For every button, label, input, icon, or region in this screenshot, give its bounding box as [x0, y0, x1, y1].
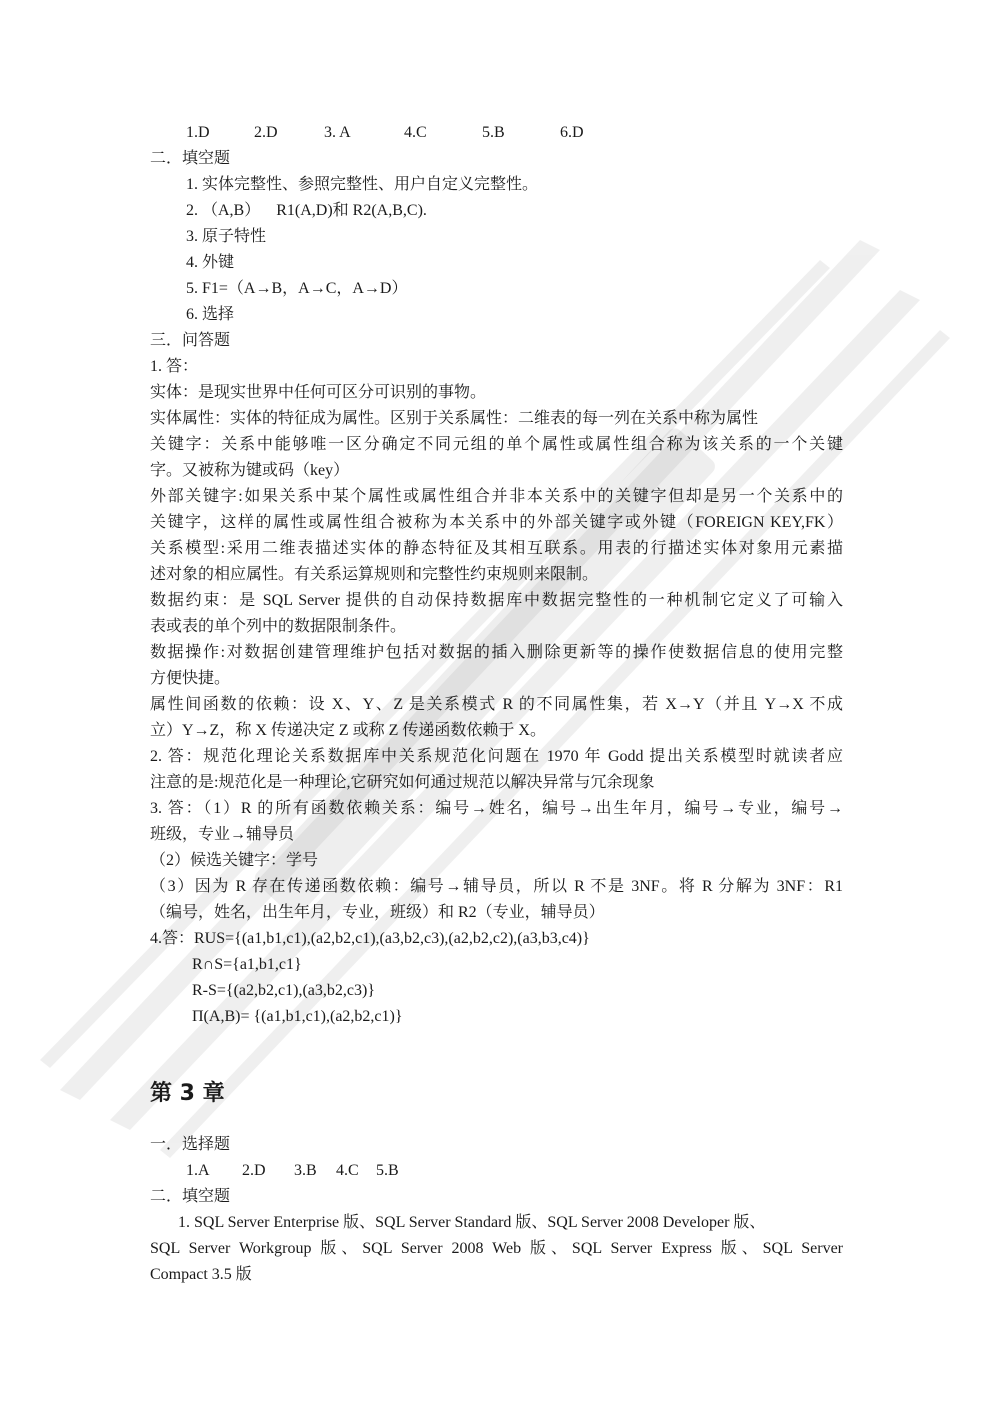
- paragraph: 关键字：关系中能够唯一区分确定不同元组的单个属性或属性组合称为该关系的一个关键: [150, 436, 843, 453]
- paragraph: 2. 答：规范化理论关系数据库中关系规范化问题在 1970 年 Godd 提出关系模型时就读者应: [150, 748, 843, 765]
- paragraph: 1. 答：: [150, 358, 199, 375]
- chapter-title: 第 3 章: [150, 1081, 225, 1106]
- fill-answer: 4. 外键: [186, 254, 235, 271]
- paragraph: 外部关键字:如果关系中某个属性或属性组合并非本关系中的关键字但却是另一个关系中的: [150, 488, 843, 505]
- answer: 3.B: [294, 1162, 317, 1179]
- paragraph: 班级，专业→辅导员: [150, 826, 295, 843]
- answer: 2.D: [254, 124, 278, 141]
- answer: 4.C: [336, 1162, 359, 1179]
- document-body: [150, 120, 843, 1288]
- fill-answer: 5. F1=（A→B，A→C，A→D）: [186, 280, 408, 297]
- paragraph: 实体属性：实体的特征成为属性。区别于关系属性：二维表的每一列在关系中称为属性: [150, 410, 759, 427]
- paragraph: 表或表的单个列中的数据限制条件。: [150, 618, 407, 635]
- paragraph: 关系模型:采用二维表描述实体的静态特征及其相互联系。用表的行描述实体对象用元素描: [150, 540, 843, 557]
- paragraph: Compact 3.5 版: [150, 1266, 252, 1283]
- paragraph: R-S={(a2,b2,c1),(a3,b2,c3)}: [192, 982, 375, 999]
- paragraph: （2）候选关键字：学号: [150, 852, 319, 869]
- paragraph: R∩S={a1,b1,c1}: [192, 956, 302, 973]
- section-heading: 一．选择题: [150, 1136, 231, 1153]
- mc-answers-ch3: [150, 1158, 843, 1184]
- section-heading: 二．填空题: [150, 150, 231, 167]
- fill-answer: 3. 原子特性: [186, 228, 267, 245]
- paragraph: 数据操作:对数据创建管理维护包括对数据的插入删除更新等的操作使数据信息的使用完整: [150, 644, 843, 661]
- paragraph: 3. 答：（1）R 的所有函数依赖关系：编号→姓名，编号→出生年月，编号→专业，编号→: [150, 800, 843, 817]
- answer: 3. A: [324, 124, 351, 141]
- answer: 4.C: [404, 124, 427, 141]
- paragraph: （3）因为 R 存在传递函数依赖：编号→辅导员，所以 R 不是 3NF。将 R 分解为 3NF：R1: [150, 878, 843, 895]
- fill-answer: 6. 选择: [186, 306, 235, 323]
- paragraph: 4.答：RUS={(a1,b1,c1),(a2,b2,c1),(a3,b2,c3),(a2,b2,c2),(a3,b3,c4)}: [150, 930, 590, 947]
- answer: 2.D: [242, 1162, 266, 1179]
- answer: 1.D: [186, 124, 210, 141]
- paragraph: （编号，姓名，出生年月，专业，班级）和 R2（专业，辅导员）: [150, 904, 605, 921]
- paragraph: SQL Server Workgroup 版、SQL Server 2008 Web 版、SQL Server Express 版、SQL Server: [150, 1240, 843, 1257]
- section-heading: 三．问答题: [150, 332, 231, 349]
- paragraph: 数据约束：是 SQL Server 提供的自动保持数据库中数据完整性的一种机制它定义了可输入: [150, 592, 843, 609]
- answer: 5.B: [376, 1162, 399, 1179]
- paragraph: 述对象的相应属性。有关系运算规则和完整性约束规则来限制。: [150, 566, 599, 583]
- paragraph: 关键字，这样的属性或属性组合被称为本关系中的外部关键字或外键（FOREIGN KEY,FK）: [150, 514, 843, 531]
- paragraph: 1. SQL Server Enterprise 版、SQL Server Standard 版、SQL Server 2008 Developer 版、: [178, 1214, 766, 1231]
- paragraph: 实体：是现实世界中任何可区分可识别的事物。: [150, 384, 487, 401]
- answer: 1.A: [186, 1162, 210, 1179]
- paragraph: 注意的是:规范化是一种理论,它研究如何通过规范以解决异常与冗余现象: [150, 774, 655, 791]
- answer: 5.B: [482, 124, 505, 141]
- paragraph: Π(A,B)= {(a1,b1,c1),(a2,b2,c1)}: [192, 1008, 403, 1025]
- paragraph: 立）Y→Z，称 X 传递决定 Z 或称 Z 传递函数依赖于 X。: [150, 722, 546, 739]
- paragraph: 字。又被称为键或码（key）: [150, 462, 350, 479]
- fill-answer: 2. （A,B） R1(A,D)和 R2(A,B,C).: [186, 202, 427, 219]
- fill-answer: 1. 实体完整性、参照完整性、用户自定义完整性。: [186, 176, 539, 193]
- paragraph: 方便快捷。: [150, 670, 231, 687]
- mc-answers-ch2: [150, 120, 843, 146]
- answer: 6.D: [560, 124, 584, 141]
- paragraph: 属性间函数的依赖：设 X、Y、Z 是关系模式 R 的不同属性集，若 X→Y（并且 Y→X 不成: [150, 696, 843, 713]
- section-heading: 二．填空题: [150, 1188, 231, 1205]
